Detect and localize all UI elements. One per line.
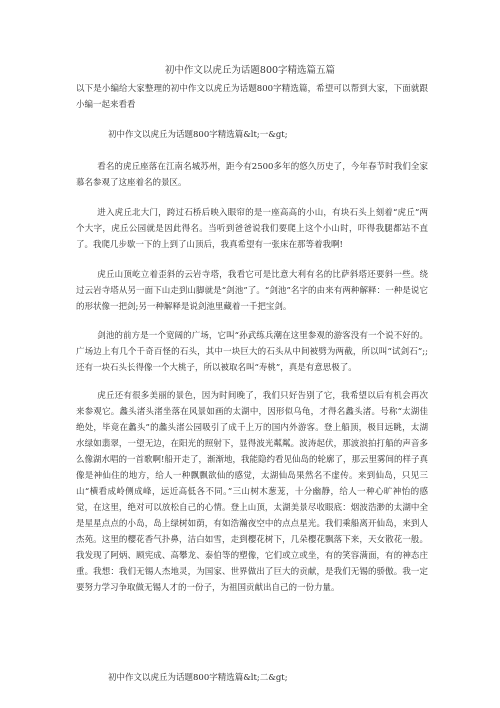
section-heading-2: 初中作文以虎丘为话题800字精选篇&lt;二&gt; bbox=[108, 673, 288, 683]
section-heading-1: 初中作文以虎丘为话题800字精选篇&lt;一&gt; bbox=[108, 130, 288, 140]
document-title: 初中作文以虎丘为话题800字精选篇五篇 bbox=[164, 65, 336, 76]
paragraph-1: 看名的虎丘座落在江南名城苏州，距今有2500多年的悠久历史了，今年春节时我们全家慕名参观了这座着名的景区。 bbox=[76, 162, 428, 188]
paragraph-2: 进入虎丘北大门，跨过石桥后映入眼帘的是一座高高的小山，有块石头上刻着“虎丘”两个大字，虎丘公园就是因此得名。当听到爸爸说我们要爬上这个小山时，吓得我腿都站不直了。我爬几步歇一下的上到了山顶后，我真希望有一张床在那等着我啊! bbox=[76, 208, 428, 250]
intro-paragraph: 以下是小编给大家整理的初中作文以虎丘为话题800字精选篇，希望可以帮到大家，下面就跟小编一起来看看 bbox=[76, 84, 428, 110]
paragraph-3: 虎丘山顶屹立着歪斜的云岩寺塔，我看它可是比意大利有名的比萨斜塔还要斜一些。绕过云岩寺塔从另一面下山走到山脚就是“剑池”了。“剑池”名字的由来有两种解释：一种是说它的形状像一把剑;另一种解释是说剑池里藏着一千把宝剑。 bbox=[76, 270, 428, 312]
paragraph-4: 剑池的前方是一个宽阔的广场，它叫“孙武练兵潮在这里参观的游客没有一个说不好的。广场边上有几个千奇百怪的石头，其中一块巨大的石头从中间被劈为两截，所以叫“试剑石”;;还有一块石头长得像一个大桃子，所以被取名叫“寿桃”，真是有意思极了。 bbox=[76, 331, 428, 373]
paragraph-5: 虎丘还有很多美丽的景色，因为时间晚了，我们只好告别了它，我希望以后有机会再次来参观它。蠡头渚头渚坐落在风景如画的太湖中，因形似乌龟，才得名蠡头渚。号称“太湖佳绝处，毕竟在蠡头”的蠡头渚公园吸引了成千上万的国内外游客。登上船顶，极目远眺，太湖水绿如翡翠，一望无边，在阳光的照射下，显得波光粼粼。波涛起伏，那波浪拍打船的声音多么像湖水唱的一首歌啊!船开走了，渐渐地，我能隐约看见仙岛的轮廓了，那云里雾间的样子真像是神仙住的地方，给人一种飘飘欲仙的感觉，太湖仙岛果然名不虚传。来到仙岛，只见三山“横看成岭侧成峰，远近高低各不同。”三山树木葱茏，十分幽静，给人一种心旷神怡的感觉，在这里，绝对可以放松自己的心情。登上山顶，太湖美景尽收眼底：烟波浩渺的太湖中全是星星点点的小岛，岛上绿树如荫，有如浩瀚夜空中的点点星光。我们乘船离开仙岛，来到人杰苑。这里的樱花香气扑鼻，洁白如雪，走到樱花树下，几朵樱花飘落下来，天女散花一般。我发现了阿炳、顾宪成、高攀龙、泰伯等的塑像，它们或立或坐，有的笑容满面，有的神态庄重。我想：我们无锡人杰地灵，为国家、世界做出了巨大的贡献，是我们无锡的骄傲。我一定要努力学习争取做无锡人才的一份子，为祖国贡献出自己的一份力量。 bbox=[76, 391, 428, 593]
